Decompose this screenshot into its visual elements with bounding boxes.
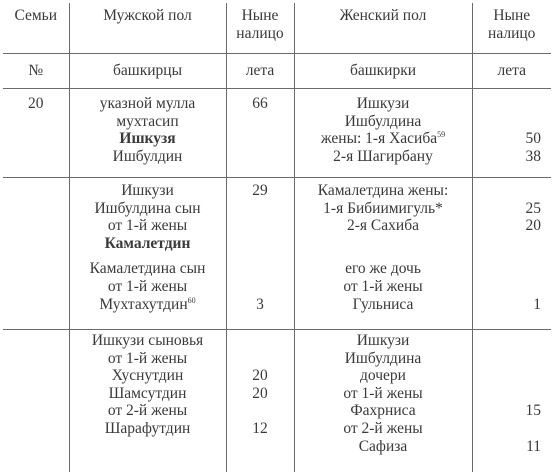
female-age-cell: 15 11 [525,402,541,455]
family-number: 20 [3,89,69,178]
subheader-female-age: лета [472,54,551,89]
header-female-age: Ныне налицо [472,3,551,54]
header-row [3,3,551,54]
male-age-cell: 20 20 12 [226,330,294,473]
female-age-cell: 50 38 [472,89,551,178]
header-female: Женский пол [294,3,472,54]
subheader-male: башкирцы [69,54,226,89]
header-male: Мужской пол [69,3,226,54]
male-age-cell: 66 [226,89,294,178]
subheader-female: башкирки [294,54,472,89]
header-families: Семьи [3,3,69,54]
family-number [3,330,69,473]
subheader-families: № [3,54,69,89]
family-number [3,178,69,330]
header-male-age: Ныне налицо [226,3,294,54]
footnote-marker: 59 [437,130,446,140]
male-age-cell: 29 3 [226,178,294,330]
male-cell: указной мулла мухтасип Ишкузя Ишбулдин [69,89,226,178]
footnote-marker: 60 [187,295,196,305]
subheader-row [3,54,551,89]
subheader-male-age: лета [226,54,294,89]
female-cell: Ишкузи Ишбулдина жены: 1-я Хасиба$^{59}$ 2-я Шагирбану [294,89,472,178]
table-row [3,330,551,473]
female-cell: Камалетдина жены: 1-я Бибиимигуль* 2-я Сахиба его же дочь от 1-й жены Гульниса [294,178,472,330]
female-cell: Ишкузи Ишбулдина дочери от 1-й жены Фахрниса от 2-й жены Сафиза [294,330,472,473]
female-age-cell: 25 20 1 [472,178,551,330]
male-cell: Ишкузи сыновья от 1-й жены Хуснутдин Шамсутдин от 2-й жены Шарафутдин [69,330,226,473]
census-table [3,3,551,472]
table-row [3,178,551,330]
table-row [3,89,551,178]
male-cell: Ишкузи Ишбулдина сын от 1-й жены Камалетдин Камалетдина сын от 1-й жены Мухтахутдин$^{60}$ [69,178,226,330]
